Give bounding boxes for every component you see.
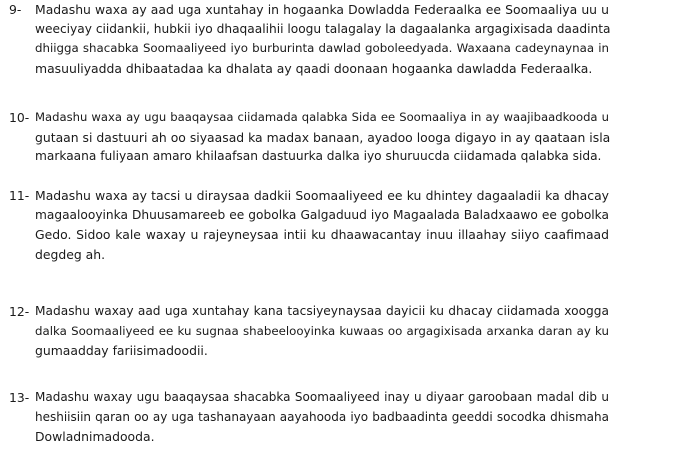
paragraph-line: Dowladnimadooda.: [35, 429, 155, 444]
paragraph-line: Madashu waxa ay aad uga xuntahay in hogaanka Dowladda Federaalka ee Soomaaliya uu u: [35, 2, 609, 17]
paragraph-line: Madashu waxay ugu baaqaysaa shacabka Soomaaliyeed inay u diyaar garoobaan madal dib u: [35, 390, 609, 404]
paragraph-line: Gedo. Sidoo kale waxay u rajeyneysaa intii ku dhaawacantay inuu illaahay siiyo caafimaad: [35, 227, 609, 242]
paragraph-line: Madashu waxa ay tacsi u diraysaa dadkii Soomaaliyeed ee ku dhintey dagaaladii ka dhacay: [35, 188, 609, 203]
paragraph-line: dhiigga shacabka Soomaaliyeed iyo burburinta dawlad goboleedyada. Waxaana cadeynaynaa in: [35, 41, 609, 55]
paragraph-line: degdeg ah.: [35, 246, 106, 262]
paragraph-line: Madashu waxay aad uga xuntahay kana tacsiyeynaysaa dayicii ku dhacay ciidamada xoogga: [35, 304, 609, 318]
item-paragraph: [35, 302, 609, 361]
item-paragraph: [35, 388, 609, 447]
item-paragraph: [35, 186, 609, 264]
paragraph-line: dalka Soomaaliyeed ee ku sugnaa shabeelooyinka kuwaas oo argagixisada arxanka daran ay ku: [35, 323, 609, 338]
paragraph-line: magaalooyinka Dhuusamareeb ee gobolka Galgaduud iyo Magaalada Baladxaawo ee gobolka: [35, 207, 609, 222]
item-paragraph: [35, 0, 609, 78]
paragraph-line: gutaan si dastuuri ah oo siyaasad ka madax banaan, ayadoo looga digayo in ay qaataan isla: [35, 129, 611, 145]
paragraph-line: masuuliyadda dhibaatadaa ka dhalata ay qaadi doonaan hogaanka dawladda Federaalka.: [35, 60, 593, 76]
paragraph-line: Madashu waxa ay ugu baaqaysaa ciidamada qalabka Sida ee Soomaaliya in ay waajibaadkooda u: [35, 110, 609, 124]
item-number: 13-: [9, 390, 30, 405]
item-number: 11-: [9, 188, 30, 203]
paragraph-line: gumaadday fariisimadoodii.: [35, 343, 208, 358]
paragraph-line: weeciyay ciidankii, hubkii iyo dhaqaalihii loogu talagalay la dagaalanka argagixisada daadinta: [35, 21, 611, 36]
paragraph-line: markaana fuliyaan amaro khilaafsan dastuurka dalka iyo shuruucda ciidamada qalabka sida.: [35, 149, 602, 163]
item-number: 10-: [9, 110, 30, 125]
item-number: 9-: [9, 2, 22, 17]
paragraph-line: heshiisiin qaran oo ay uga tashanayaan aayahooda iyo badbaadinta geeddi socodka dhismaha: [35, 409, 609, 424]
item-paragraph: [35, 108, 609, 167]
item-number: 12-: [9, 304, 30, 319]
